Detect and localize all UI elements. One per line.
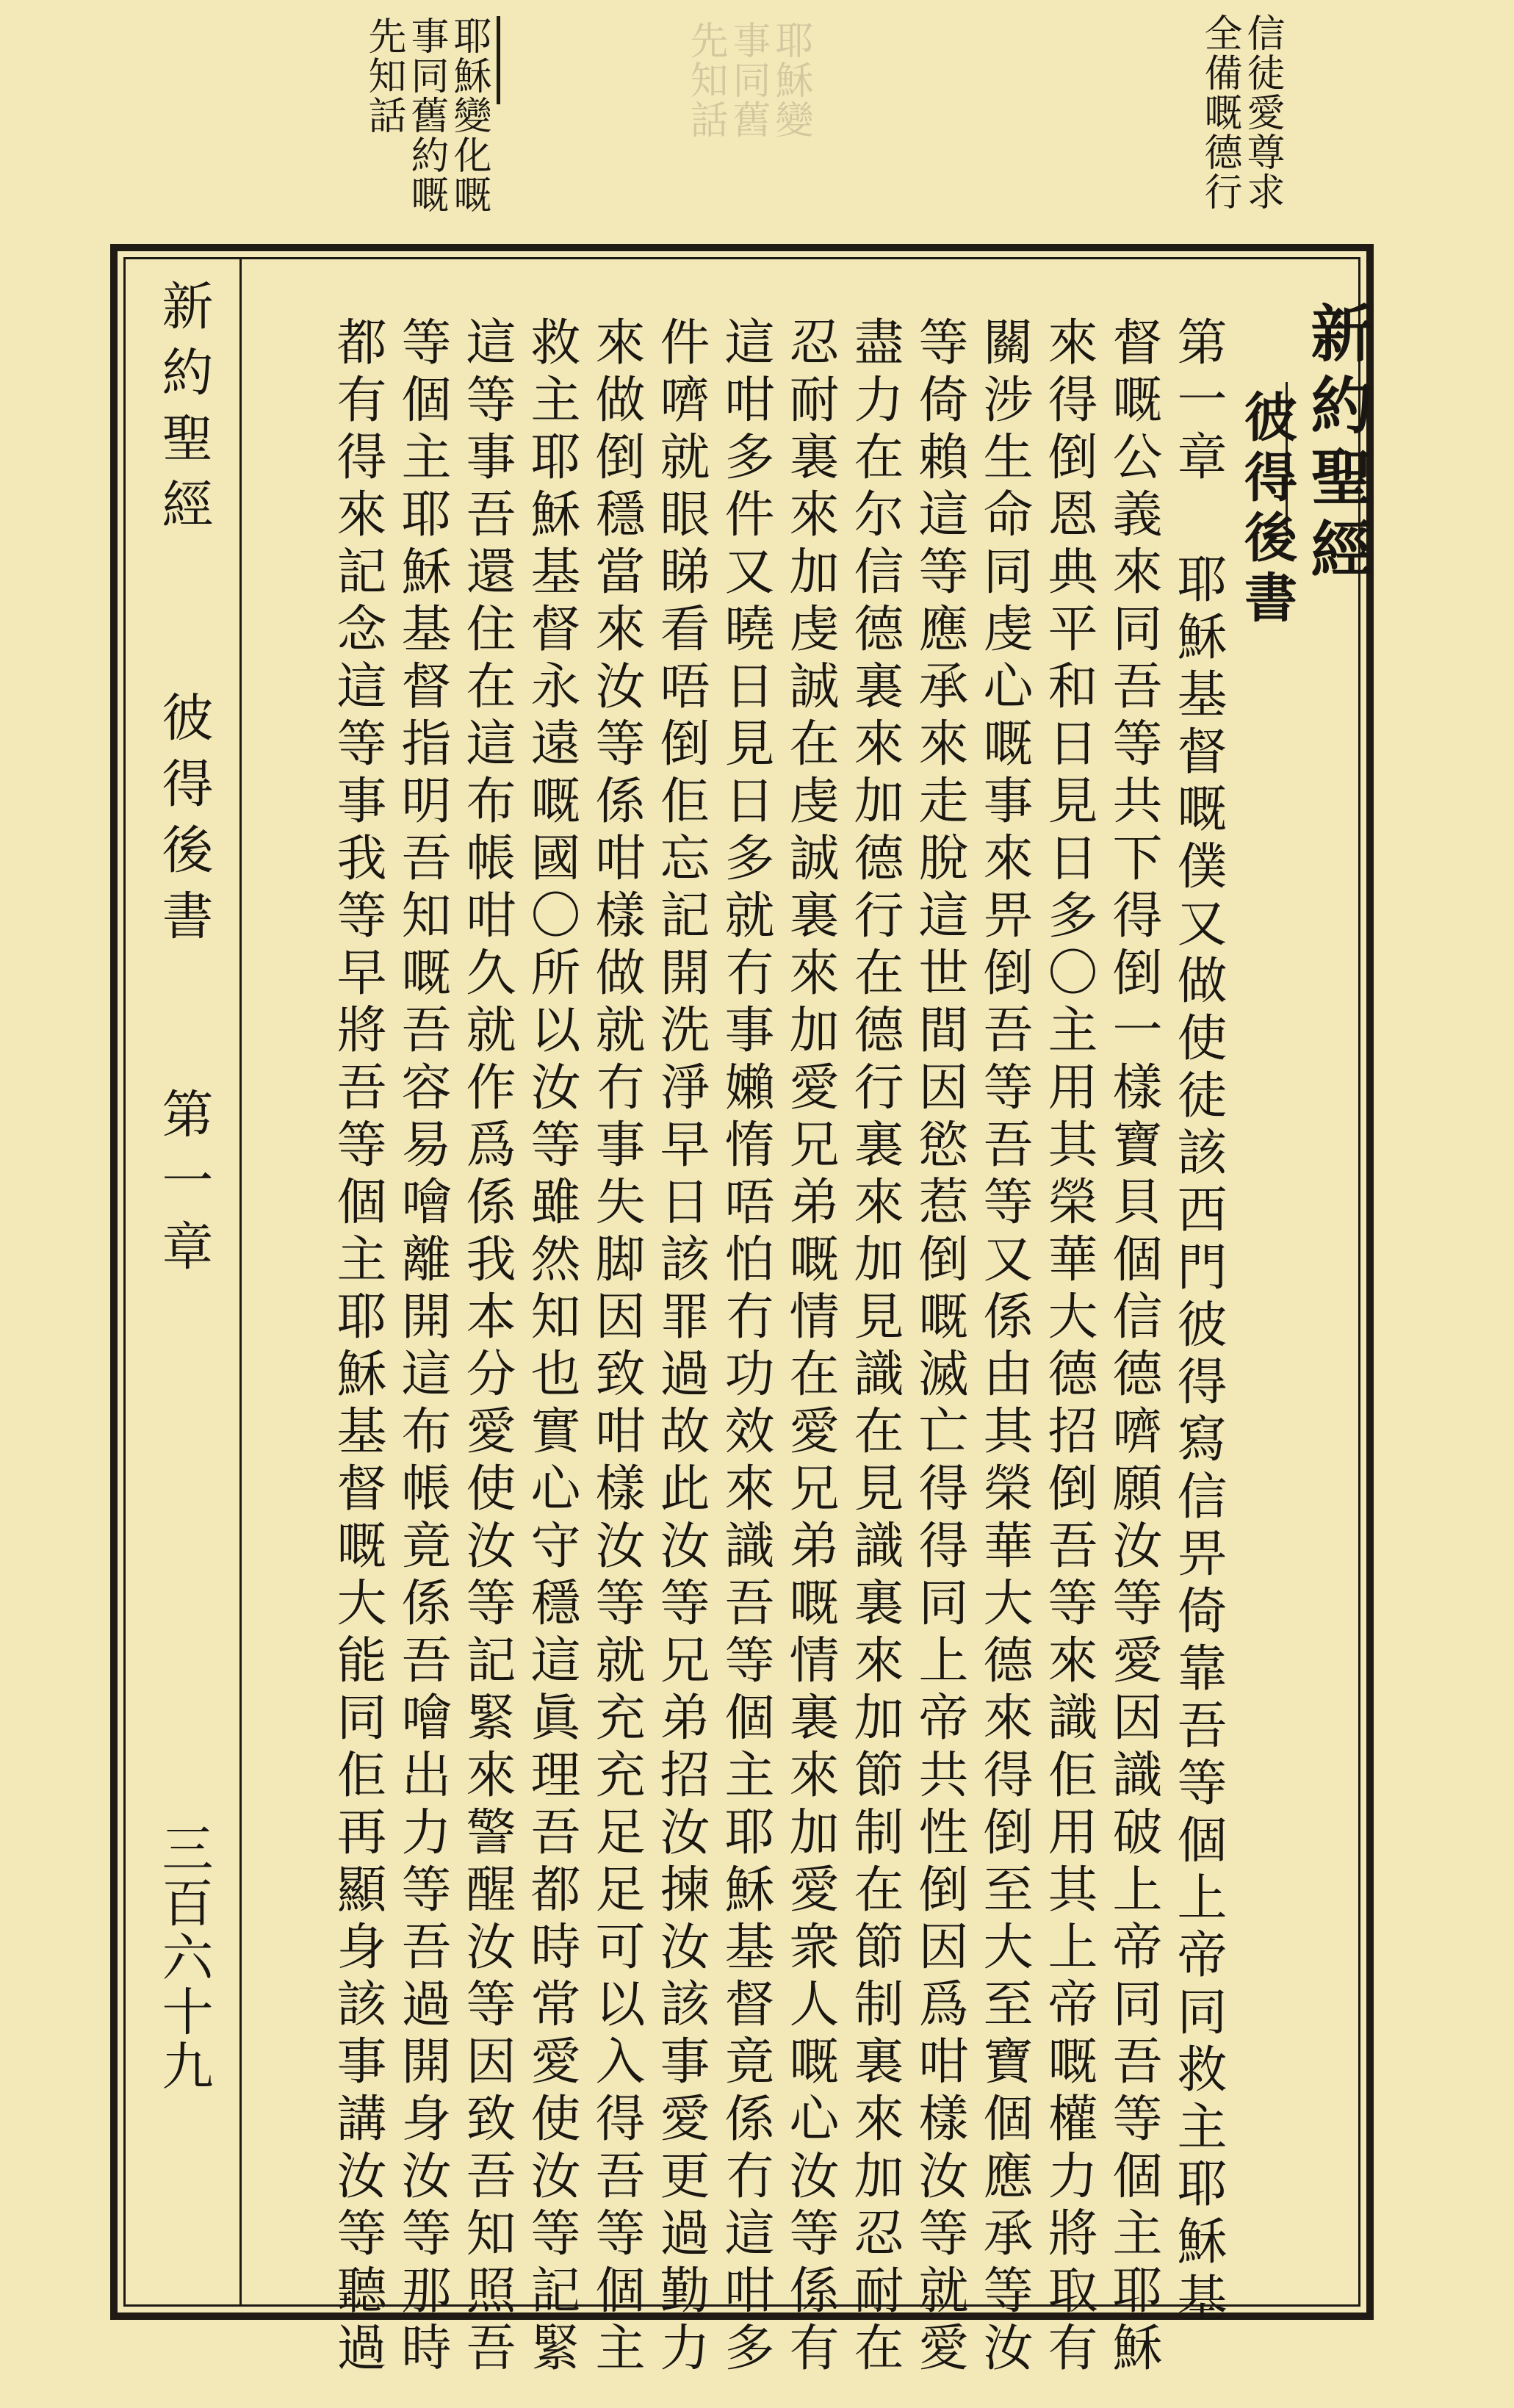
top-note-left-1: 耶穌變化嘅: [447, 16, 491, 215]
text-column: 忍耐裏來加虔誠在虔誠裏來加愛兄弟嘅情在愛兄弟嘅情裏來加愛衆人嘅心汝等係有: [781, 316, 839, 2379]
top-note-rule: [497, 16, 500, 104]
text-column: 督嘅公義來同吾等共下得倒一樣寶貝個信德嚌願汝等愛因識破上帝同吾等個主耶穌: [1104, 316, 1162, 2379]
book-title: 彼得後書: [1236, 389, 1298, 630]
bleed-through-text-1: 耶穌變: [768, 21, 812, 140]
margin-rule: [239, 257, 242, 2307]
text-column: 來做倒穩當來汝等係咁樣做就冇事失脚因致咁樣汝等就充充足足可以入得吾等個主: [587, 316, 645, 2379]
page-title: 新約聖經: [1301, 301, 1374, 589]
text-column: 這等事吾還住在這布帳咁久就作爲係我本分愛使汝等記緊來警醒汝等因致吾知照吾: [458, 316, 516, 2379]
text-column: 第一章 耶穌基督嘅僕又做使徒該西門彼得寫信畀倚靠吾等個上帝同救主耶穌基: [1169, 316, 1227, 2329]
text-column: 救主耶穌基督永遠嘅國〇所以汝等雖然知也實心守穩這眞理吾都時常愛使汝等記緊: [522, 316, 580, 2379]
text-column: 等倚賴這等應承來走脫這世間因慾惹倒嘅滅亡得得同上帝共性倒因爲咁樣汝等就愛: [910, 316, 968, 2379]
bleed-through-text-2: 事同舊: [726, 21, 770, 140]
text-column: 這咁多件又曉日見日多就冇事嬾惰唔怕冇功效來識吾等個主耶穌基督竟係冇這咁多: [716, 316, 774, 2379]
text-column: 件嚌就眼睇看唔倒佢忘記開洗淨早日該罪過故此汝等兄弟招汝揀汝該事愛更過勤力: [652, 316, 710, 2379]
top-note-right-2: 全備嘅德行: [1197, 13, 1241, 212]
top-note-left-3: 先知話: [361, 16, 405, 135]
text-column: 等個主耶穌基督指明吾知嘅吾容易噲離開這布帳竟係吾噲出力等吾過開身汝等那時: [393, 316, 451, 2379]
top-note-right-1: 信徒愛尊求: [1240, 13, 1284, 212]
margin-chapter: 第一章: [154, 1087, 214, 1286]
page-number: 三百六十九: [154, 1822, 214, 2094]
text-column: 來得倒恩典平和日見日多〇主用其榮華大德招倒吾等來識佢用其上帝嘅權力將取有: [1039, 316, 1097, 2379]
text-column: 盡力在尔信德裏來加德行在德行裏來加見識在見識裏來加節制在節制裏來加忍耐在: [846, 316, 904, 2379]
text-column: 關涉生命同虔心嘅事來畀倒吾等吾等又係由其榮華大德來得倒至大至寶個應承等汝: [975, 316, 1033, 2379]
margin-book: 彼得後書: [154, 691, 214, 955]
text-column: 都有得來記念這等事我等早將吾等個主耶穌基督嘅大能同佢再顯身該事講汝等聽過: [328, 316, 386, 2379]
bleed-through-text-3: 先知話: [683, 21, 727, 140]
top-note-left-2: 事同舊約嘅: [404, 16, 448, 215]
margin-title: 新約聖經: [154, 279, 214, 544]
